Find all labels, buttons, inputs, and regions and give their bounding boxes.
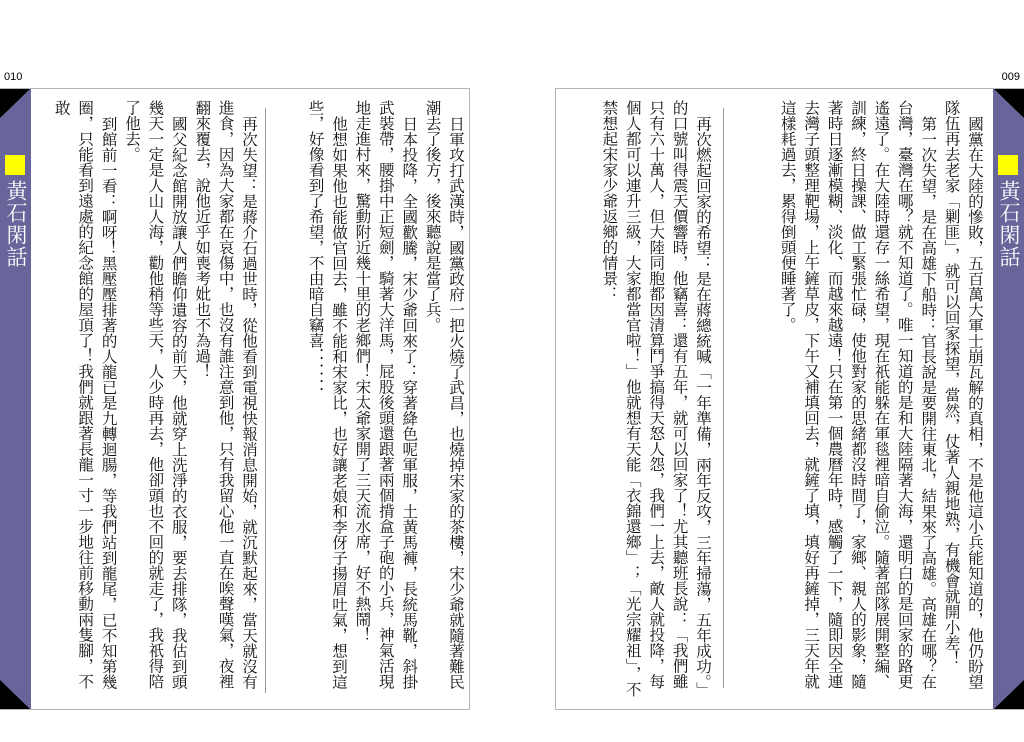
paragraph: 到館前一看：啊呀！黑壓壓排著的人龍已是九轉迴腸，等我們站到龍尾，已不知第幾圈，只能看到遠處的紀念館的屋頂了！我們就跟著長龍一寸一步地往前移動兩隻腳，不敢 xyxy=(52,100,118,689)
paragraph: 他想如果他也能做官回去，雖不能和宋家比，也好讓老娘和李伢子揚眉吐氣，想到這些，好像看到了希望，不由暗自竊喜．．．．．． xyxy=(306,100,348,689)
paragraph: 國黨在大陸的慘敗，五百萬大軍士崩瓦解的真相，不是他這小兵能知道的，他仍盼望隊伍再去老家「剿匪」，就可以回家探望，當然，仗著人親地熟，有機會就開小差！ xyxy=(942,100,984,689)
left-page-text-column-b xyxy=(52,100,260,700)
paragraph: 再次燃起回家的希望：是在蔣總統喊「一年準備，兩年反攻，三年掃蕩，五年成功。」的口號叫得震天價響時，他竊喜：還有五年，就可以回家了！尤其聽班長說：「我們雖只有六十萬人，但大陸同胞都因清算鬥爭搞得天怒人怨，我們一上去，敵人就投降，每個人都可以連升三級，大家都當官啦！」他就想有天能「衣錦還鄉」；「光宗耀祖」，不禁想起宋家少爺返鄉的情景： xyxy=(600,100,712,697)
paragraph: 第一次失望，是在高雄下船時：官長說是要開往東北，結果來了高雄。高雄在哪？在台灣，臺灣在哪？就不知道了。唯一知道的是和大陸隔著大海，還明白的是回家的路更遙遠了。在大陸時還存一絲希望，現在祇能躲在軍毯裡暗自偷泣。隨著部隊展開整編、訓練，終日操課、做工緊張忙碌，使他對家的思緒都沒時間了，家鄉、親人的影象，隨著時日逐漸模糊、淡化、而越來越遠！只在第一個農曆年時，感觸了一下，隨即因全連去灣子頭整理靶場，上午鏟草皮，下午又補填回去，就鏟了填，填好再鏟掉，三天年就這樣耗過去，累得倒頭便睡著了。 xyxy=(778,100,938,689)
page-number-right: 009 xyxy=(1001,71,1020,83)
paragraph: 日軍攻打武漢時，國黨政府一把火燒了武昌，也燒掉宋家的茶樓，宋少爺就隨著難民潮去了後方，後來聽說是當了兵。 xyxy=(423,100,465,689)
section-title-right: 黃石閑話 xyxy=(997,180,1021,268)
paragraph: 國父紀念館開放讓人們瞻仰遺容的前天，他就穿上洗淨的衣服，要去排隊，我估到頭幾天一定是人山人海，勸他稍等些天，人少時再去，他卻頭也不回的就走了，我祇得陪了他去。 xyxy=(122,100,188,689)
paragraph: 再次失望：是蔣介石過世時，從他看到電視快報消息開始，就沉默起來，當天就沒有進食，因為大家都在哀傷中，也沒有誰注意到他，只有我留心他一直在唉聲嘆氣，夜裡翻來覆去，說他近乎如喪考妣也不為過！ xyxy=(193,100,258,689)
column-divider xyxy=(723,108,724,688)
paragraph: 日本投降，全國歡騰，宋少爺回來了：穿著絳色呢軍服，土黃馬褲，長統馬靴，斜掛武裝帶，腰掛中正短劍，騎著大洋馬，屁股後頭還跟著兩個揹盒子砲的小兵，神氣活現地走進村來，驚動附近幾十里的老鄉們！宋太爺家開了三天流水席，好不熱鬧！ xyxy=(353,100,419,689)
column-divider xyxy=(265,108,266,693)
section-title-left: 黃石閑話 xyxy=(4,180,28,268)
left-page-text-column-a xyxy=(262,100,467,700)
page-number-left: 010 xyxy=(4,71,23,83)
right-page-text-column-b xyxy=(579,100,714,700)
right-page-text-column-a xyxy=(701,100,986,700)
